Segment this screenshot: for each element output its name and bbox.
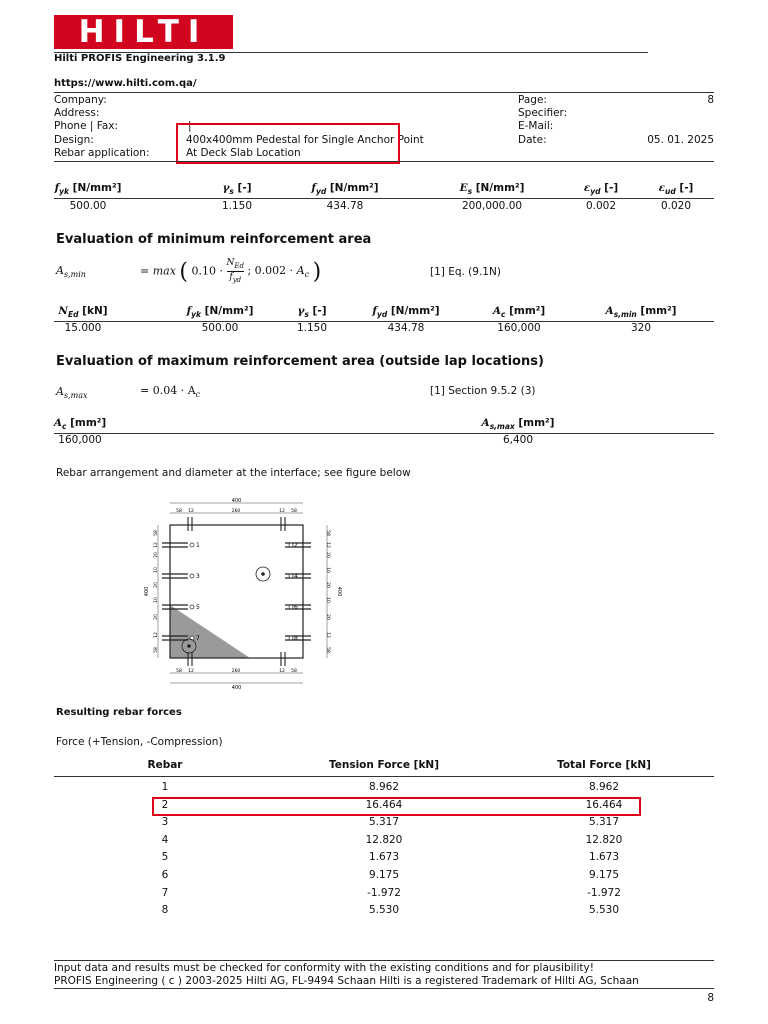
forces-cell: -1.972 bbox=[587, 886, 621, 899]
email-label: E-Mail: bbox=[518, 120, 554, 132]
design-value-line2: At Deck Slab Location bbox=[186, 147, 301, 159]
rebar-label: 8 bbox=[294, 635, 298, 642]
max-value-0: 160,000 bbox=[58, 434, 102, 446]
max-formula-lhs: $A_{s,max}$ bbox=[56, 385, 88, 401]
footer-divider bbox=[54, 960, 714, 961]
forces-cell: 3 bbox=[161, 816, 169, 829]
forces-header-1: Tension Force [kN] bbox=[328, 759, 440, 771]
dim-left-6: 20 bbox=[154, 614, 159, 620]
min-value-4: 160,000 bbox=[497, 322, 541, 334]
forces-cell: 5.530 bbox=[368, 904, 400, 917]
min-value-0: 15.000 bbox=[64, 322, 102, 334]
company-label: Company: bbox=[54, 94, 107, 106]
rebar-label: 5 bbox=[196, 604, 200, 611]
min-value-1: 500.00 bbox=[201, 322, 239, 334]
dim-right-6: 20 bbox=[325, 614, 330, 620]
rebar-label: 7 bbox=[196, 635, 200, 642]
dim-left-4: 20 bbox=[154, 582, 159, 588]
rebar-label: 2 bbox=[294, 542, 298, 549]
design-label: Design: bbox=[54, 134, 94, 146]
dim-bottom-0: 58 bbox=[176, 669, 182, 674]
material-table-values bbox=[54, 198, 714, 215]
dim-left-7: 12 bbox=[154, 632, 159, 638]
dim-right-1: 12 bbox=[325, 542, 330, 548]
forces-cell: 1.673 bbox=[368, 851, 400, 864]
dim-left-2: 20 bbox=[154, 552, 159, 558]
forces-cell: 7 bbox=[161, 886, 169, 899]
max-table-header bbox=[54, 415, 714, 432]
address-label: Address: bbox=[54, 107, 100, 119]
arrangement-note: Rebar arrangement and diameter at the interface; see figure below bbox=[56, 467, 411, 479]
min-formula-reference: [1] Eq. (9.1N) bbox=[430, 266, 501, 278]
hilti-logo: HILTI bbox=[54, 15, 233, 49]
header-divider bbox=[54, 52, 648, 53]
rebar-label: 3 bbox=[196, 573, 200, 580]
dim-total-left: 400 bbox=[144, 586, 150, 597]
info-bottom-border bbox=[54, 161, 714, 162]
forces-cell: 9.175 bbox=[588, 869, 620, 881]
min-header-2: $\gamma_s$ [-] bbox=[297, 305, 327, 320]
rebar-circle bbox=[190, 605, 194, 609]
rebar-label: 1 bbox=[196, 542, 200, 549]
rebar-circle bbox=[190, 574, 194, 578]
forces-cell: 5 bbox=[161, 851, 169, 864]
dim-right-4: 20 bbox=[325, 582, 330, 588]
footer-bottom-border bbox=[54, 988, 714, 989]
forces-table-divider bbox=[54, 776, 714, 777]
dim-right-7: 12 bbox=[325, 632, 330, 638]
phone-value: | bbox=[188, 120, 192, 132]
page-label: Page: bbox=[518, 94, 547, 106]
forces-cell: 16.464 bbox=[585, 798, 623, 811]
material-table-header bbox=[54, 180, 714, 197]
forces-header-2: Total Force [kN] bbox=[557, 759, 651, 771]
forces-cell: 5.317 bbox=[588, 816, 620, 829]
design-highlight-box bbox=[176, 123, 400, 164]
max-formula-reference: [1] Section 9.5.2 (3) bbox=[430, 385, 536, 397]
forces-cell: 8.962 bbox=[588, 781, 620, 793]
compression-zone bbox=[170, 605, 250, 658]
dim-bottom-2: 260 bbox=[231, 669, 241, 674]
dim-top-4: 58 bbox=[291, 509, 297, 514]
min-header-0: $N_{Ed}$ [kN] bbox=[58, 305, 108, 320]
material-header-2: $f_{yd}$ [N/mm²] bbox=[311, 182, 379, 197]
phone-label: Phone | Fax: bbox=[54, 120, 118, 132]
min-header-1: $f_{yk}$ [N/mm²] bbox=[186, 305, 254, 320]
table-row bbox=[54, 902, 714, 919]
forces-cell: 12.820 bbox=[365, 833, 403, 846]
dim-total-top: 400 bbox=[231, 498, 242, 504]
material-value-5: 0.020 bbox=[660, 200, 692, 212]
dim-top-0: 58 bbox=[176, 509, 182, 514]
min-header-4: $A_c$ [mm²] bbox=[492, 305, 546, 320]
dim-left-1: 12 bbox=[154, 542, 159, 548]
dim-total-right: 400 bbox=[336, 586, 342, 597]
forces-cell: 1.673 bbox=[588, 851, 620, 864]
max-header-0: $A_c$ [mm²] bbox=[53, 417, 107, 432]
min-table-header bbox=[54, 303, 714, 320]
max-table-values bbox=[54, 432, 714, 449]
dim-right-2: 20 bbox=[325, 552, 330, 558]
material-header-5: $\varepsilon_{ud}$ [-] bbox=[658, 182, 694, 197]
min-reinforcement-title: Evaluation of minimum reinforcement area bbox=[56, 232, 372, 247]
max-header-1: $A_{s,max}$ [mm²] bbox=[481, 417, 555, 432]
dim-top-2: 260 bbox=[231, 509, 241, 514]
rebar-circle bbox=[190, 543, 194, 547]
dim-top-3: 12 bbox=[279, 509, 285, 514]
dim-left-3: 10 bbox=[154, 567, 159, 573]
table-row bbox=[54, 867, 714, 884]
forces-cell: 8.962 bbox=[368, 781, 400, 793]
page-value: 8 bbox=[707, 94, 714, 106]
material-value-0: 500.00 bbox=[69, 200, 107, 212]
table-row bbox=[54, 885, 714, 902]
dim-left-8: 58 bbox=[154, 647, 159, 653]
min-value-3: 434.78 bbox=[387, 322, 425, 334]
rebar-arrangement-figure bbox=[140, 495, 350, 690]
forces-cell: 5.530 bbox=[588, 904, 620, 917]
table-row bbox=[54, 832, 714, 849]
material-value-2: 434.78 bbox=[326, 200, 364, 212]
forces-table-header bbox=[54, 757, 714, 774]
rebar-circle bbox=[289, 543, 293, 547]
forces-cell: 4 bbox=[161, 833, 169, 846]
forces-title: Resulting rebar forces bbox=[56, 707, 182, 718]
forces-cell: 12.820 bbox=[585, 833, 623, 846]
material-header-1: $\gamma_s$ [-] bbox=[222, 182, 252, 197]
footer-disclaimer: Input data and results must be checked for conformity with the existing conditions and for plausibility! bbox=[54, 962, 594, 974]
rebar-circle bbox=[289, 636, 293, 640]
min-value-2: 1.150 bbox=[296, 322, 328, 334]
forces-cell: 5.317 bbox=[368, 816, 400, 829]
material-value-4: 0.002 bbox=[585, 200, 617, 212]
table-row bbox=[54, 814, 714, 831]
min-value-5: 320 bbox=[630, 322, 652, 334]
forces-cell: 6 bbox=[161, 869, 169, 881]
max-formula-rhs: = $0.04 \cdot A_c$ bbox=[140, 384, 201, 400]
dim-bottom-1: 12 bbox=[188, 669, 194, 674]
forces-cell: 8 bbox=[161, 904, 169, 917]
rebar-circle bbox=[289, 574, 293, 578]
dim-top-1: 12 bbox=[188, 509, 194, 514]
rebar-application-label: Rebar application: bbox=[54, 147, 150, 159]
footer-page-number: 8 bbox=[707, 992, 714, 1004]
tension-centroid-dot bbox=[261, 572, 265, 576]
min-header-5: $A_{s,min}$ [mm²] bbox=[605, 305, 677, 320]
material-header-3: $E_s$ [N/mm²] bbox=[459, 182, 525, 197]
rebar-label: 4 bbox=[294, 573, 298, 580]
software-name: Hilti PROFIS Engineering 3.1.9 bbox=[54, 53, 226, 64]
forces-cell: -1.972 bbox=[367, 886, 401, 899]
dim-bottom-4: 58 bbox=[291, 669, 297, 674]
forces-cell: 1 bbox=[161, 781, 169, 793]
dim-right-0: 58 bbox=[325, 530, 330, 536]
company-url: https://www.hilti.com.qa/ bbox=[54, 78, 197, 89]
min-formula-rhs: = max ( 0.10 · $N_{Ed}$ $f_{yd}$ ; $0.002 \cdot A_c$ ) bbox=[140, 258, 322, 285]
material-header-0: $f_{yk}$ [N/mm²] bbox=[54, 182, 122, 197]
forces-cell: 9.175 bbox=[368, 869, 400, 881]
date-label: Date: bbox=[518, 134, 547, 146]
min-header-3: $f_{yd}$ [N/mm²] bbox=[372, 305, 440, 320]
forces-subtitle: Force (+Tension, -Compression) bbox=[56, 736, 223, 748]
material-header-4: $\varepsilon_{yd}$ [-] bbox=[583, 182, 619, 197]
dim-left-5: 10 bbox=[154, 597, 159, 603]
max-reinforcement-title: Evaluation of maximum reinforcement area (outside lap locations) bbox=[56, 354, 544, 369]
rebar-circle bbox=[289, 605, 293, 609]
design-value-line1: 400x400mm Pedestal for Single Anchor Point bbox=[186, 134, 424, 146]
dim-total-bottom: 400 bbox=[231, 685, 242, 690]
forces-cell: 16.464 bbox=[365, 798, 403, 811]
specifier-label: Specifier: bbox=[518, 107, 568, 119]
table-row bbox=[54, 779, 714, 796]
dim-right-8: 58 bbox=[325, 647, 330, 653]
forces-header-0: Rebar bbox=[147, 759, 183, 771]
rebar-2-highlight-box bbox=[152, 797, 641, 816]
table-row bbox=[54, 849, 714, 866]
max-value-1: 6,400 bbox=[502, 434, 534, 446]
dim-left-0: 58 bbox=[154, 530, 159, 536]
forces-cell: 2 bbox=[161, 798, 169, 811]
compression-centroid-dot bbox=[187, 644, 191, 648]
material-value-1: 1.150 bbox=[221, 200, 253, 212]
date-value: 05. 01. 2025 bbox=[647, 134, 714, 146]
footer-copyright: PROFIS Engineering ( c ) 2003-2025 Hilti AG, FL-9494 Schaan Hilti is a registered Trademark of Hilti AG, Schaan bbox=[54, 975, 639, 987]
info-top-border bbox=[54, 92, 714, 93]
dim-bottom-3: 12 bbox=[279, 669, 285, 674]
dim-right-5: 10 bbox=[325, 597, 330, 603]
min-formula-lhs: $A_{s,min}$ bbox=[56, 264, 86, 280]
rebar-label: 6 bbox=[294, 604, 298, 611]
min-table-values bbox=[54, 320, 714, 337]
material-value-3: 200,000.00 bbox=[461, 200, 523, 212]
dim-right-3: 10 bbox=[325, 567, 330, 573]
